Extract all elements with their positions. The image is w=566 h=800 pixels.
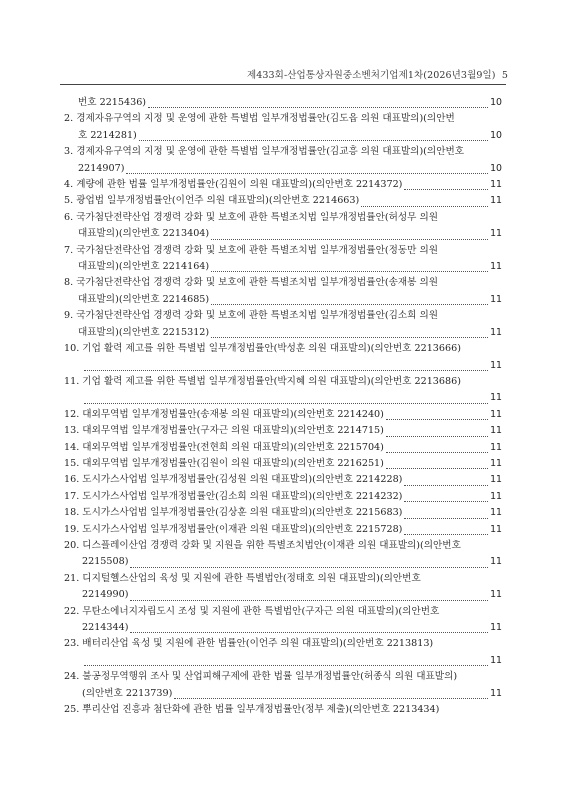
toc-entry [64,210,502,243]
dot-leader [130,592,488,601]
toc-entry [64,111,502,144]
dot-leader [404,510,488,519]
toc-entry-text: 12. 대외무역법 일부개정법률안(송재봉 의원 대표발의)(의안번호 2214240) [64,408,384,420]
toc-entry-leader-line [64,358,502,374]
toc-entry-leader-line [64,686,502,702]
toc-page-number: 11 [490,425,502,437]
toc-page-number: 11 [490,622,502,633]
toc-entry-line: 23. 배터리산업 육성 및 지원에 관한 법률안(이언주 의원 대표발의)(의안번호 2213813) [64,638,434,650]
toc-entry-line: 21. 디지털헬스산업의 육성 및 지원에 관한 특별법안(정태호 의원 대표발의)(의안번호 [64,572,421,584]
toc-page-number: 11 [490,228,502,240]
toc-entry-leader-line [64,177,502,193]
toc-entry-text: (의안번호 2213739) [82,687,173,699]
dot-leader [386,460,488,469]
toc-entry-leader-line [64,407,502,423]
toc-entry-line: 9. 국가첨단전략산업 경쟁력 강화 및 보호에 관한 특별조치법 일부개정법률안(김소희 의원 [64,310,438,322]
dot-leader [386,428,488,437]
dot-leader [211,329,488,338]
toc-entry-text: 19. 도시가스사업법 일부개정법률안(이재관 의원 대표발의)(의안번호 2215728) [64,523,403,535]
toc-entry [64,669,502,702]
toc-page-number: 11 [490,195,502,207]
toc-page-number: 11 [490,589,502,601]
toc-entry [64,341,502,374]
toc-entry-leader-line [64,128,502,144]
toc-entry [64,456,502,472]
toc-entry-leader-line [64,161,502,177]
dot-leader [130,559,488,568]
toc-entry-leader-line [64,325,502,341]
toc-page-number: 11 [490,359,502,371]
toc-entry [64,374,502,407]
toc-entry-line: 2. 경제자유구역의 지정 및 운영에 관한 특별법 일부개정법률안(김도읍 의원 대표발의)(의안번 [64,113,455,125]
toc-entry-leader-line [64,554,502,570]
toc-page-number: 11 [490,457,502,469]
toc-page-number: 11 [490,179,502,191]
toc-entry-leader-line [64,702,502,718]
toc-entry-line: 11. 기업 활력 제고를 위한 특별법 일부개정법률안(박지혜 의원 대표발의)(의안번호 2213686) [64,375,461,387]
dot-leader [404,181,488,190]
toc-page-number: 11 [490,408,502,420]
toc-entry-text: 17. 도시가스사업법 일부개정법률안(김소희 의원 대표발의)(의안번호 2214232) [64,490,403,502]
toc-entry-leader-line [64,440,502,456]
toc-page-number: 10 [490,162,502,174]
toc-page-number: 11 [490,654,502,666]
toc-entry-line: 20. 디스플레이산업 경쟁력 강화 및 지원을 위한 특별조치법안(이재관 의원 대표발의)(의안번호 [64,539,461,551]
dot-leader [84,395,488,404]
toc-entry-text: 번호 2215436) [78,97,147,108]
toc-entry-line: 3. 경제자유구역의 지정 및 운영에 관한 특별법 일부개정법률안(김교흥 의원 대표발의)(의안번호 [64,146,464,158]
toc-entry [64,636,502,669]
toc-page-number: 11 [490,293,502,305]
toc-entry-leader-line [64,226,502,242]
toc-entry-leader-line [64,456,502,472]
toc-page-number: 10 [490,97,502,108]
toc-entry-leader-line [64,587,502,603]
toc-entry-leader-line [64,259,502,275]
toc-entry-text: 호 2214281) [78,129,137,141]
dot-leader [404,526,488,535]
toc-page-number: 11 [490,490,502,502]
toc-entry-text: 14. 대외무역법 일부개정법률안(전현희 의원 대표발의)(의안번호 2215704) [64,441,384,453]
toc-page-number: 11 [490,392,502,404]
toc-entry [64,604,502,637]
toc-entry-text: 13. 대외무역법 일부개정법률안(구자근 의원 대표발의)(의안번호 2214715) [64,425,384,437]
table-of-contents [64,95,502,718]
toc-entry [64,472,502,488]
toc-entry-leader-line [64,472,502,488]
toc-entry-text: 2214990) [82,589,129,601]
dot-leader [130,624,488,633]
toc-entry-text: 대표발의)(의안번호 2213404) [78,228,210,240]
dot-leader [126,165,488,174]
dot-leader [84,362,488,371]
toc-entry-line: 8. 국가첨단전략산업 경쟁력 강화 및 보호에 관한 특별조치법 일부개정법률안(송재봉 의원 [64,277,438,289]
toc-entry [64,489,502,505]
toc-entry-text: 15. 대외무역법 일부개정법률안(김원이 의원 대표발의)(의안번호 2216251) [64,457,384,469]
toc-page-number: 11 [490,507,502,519]
dot-leader [361,198,488,207]
dot-leader [211,263,488,272]
toc-entry-text: 대표발의)(의안번호 2214685) [78,293,210,305]
toc-page-number: 11 [490,326,502,338]
toc-entry-text: 2214344) [82,622,129,633]
toc-entry-leader-line [64,423,502,439]
toc-entry-text: 5. 광업법 일부개정법률안(이언주 의원 대표발의)(의안번호 2214663) [64,195,360,207]
toc-entry-text: 16. 도시가스사업법 일부개정법률안(김성원 의원 대표발의)(의안번호 2214228) [64,474,403,486]
toc-entry-leader-line [64,95,502,111]
toc-page-number: 11 [490,441,502,453]
toc-page-number: 11 [490,556,502,568]
running-header [247,67,508,81]
toc-entry-line: 7. 국가첨단전략산업 경쟁력 강화 및 보호에 관한 특별조치법 일부개정법률안(정동만 의원 [64,244,438,256]
dot-leader [174,690,488,699]
toc-entry-text: 2215508) [82,556,129,568]
dot-leader [404,493,488,502]
toc-entry-leader-line [64,193,502,209]
toc-entry-leader-line [64,620,502,636]
toc-entry-line: 6. 국가첨단전략산업 경쟁력 강화 및 보호에 관한 특별조치법 일부개정법률안(허성무 의원 [64,211,438,223]
dot-leader [386,444,488,453]
dot-leader [84,657,488,666]
toc-entry [64,243,502,276]
toc-entry-leader-line [64,390,502,406]
toc-page-number: 10 [490,129,502,141]
toc-entry [64,423,502,439]
toc-entry-line: 22. 무탄소에너지자립도시 조성 및 지원에 관한 특별법안(구자근 의원 대표발의)(의안번호 [64,605,440,617]
toc-page-number: 11 [490,261,502,273]
dot-leader [404,477,488,486]
dot-leader [386,411,488,420]
toc-entry-line: 24. 불공정무역행위 조사 및 산업피해구제에 관한 법률 일부개정법률안(허종식 의원 대표발의) [64,671,458,683]
toc-entry [64,144,502,177]
page-number: 5 [501,70,508,81]
toc-entry-leader-line [64,522,502,538]
toc-entry-leader-line [64,292,502,308]
toc-entry-line: 10. 기업 활력 제고를 위한 특별법 일부개정법률안(박성훈 의원 대표발의)(의안번호 2213666) [64,343,461,355]
toc-entry-text: 2214907) [78,162,125,174]
toc-entry [64,505,502,521]
toc-entry-leader-line [64,653,502,669]
toc-entry [64,702,502,718]
dot-leader [148,99,488,108]
toc-entry-text: 4. 계량에 관한 법률 일부개정법률안(김원이 의원 대표발의)(의안번호 2214372) [64,179,403,191]
running-title: 제433회-산업통상자원중소벤처기업제1차(2026년3월9일) [246,70,496,81]
dot-leader [139,132,488,141]
toc-page-number: 11 [490,687,502,699]
toc-entry [64,275,502,308]
toc-entry [64,440,502,456]
toc-entry [64,95,502,111]
toc-entry-leader-line [64,505,502,521]
toc-entry-text: 대표발의)(의안번호 2215312) [78,326,210,338]
toc-entry [64,538,502,571]
toc-entry-leader-line [64,489,502,505]
toc-entry-text: 18. 도시가스사업법 일부개정법률안(김상훈 의원 대표발의)(의안번호 2215683) [64,507,403,519]
toc-entry [64,177,502,193]
toc-entry [64,571,502,604]
toc-entry [64,522,502,538]
toc-entry [64,193,502,209]
dot-leader [211,231,488,240]
toc-page-number: 11 [490,523,502,535]
toc-page-number: 11 [490,474,502,486]
header-divider [60,84,506,85]
toc-entry [64,407,502,423]
toc-entry-text: 대표발의)(의안번호 2214164) [78,261,210,273]
toc-entry [64,308,502,341]
toc-entry-text: 25. 뿌리산업 진흥과 첨단화에 관한 법률 일부개정법률안(정부 제출)(의안번호 2213434) [64,704,440,716]
dot-leader [211,296,488,305]
